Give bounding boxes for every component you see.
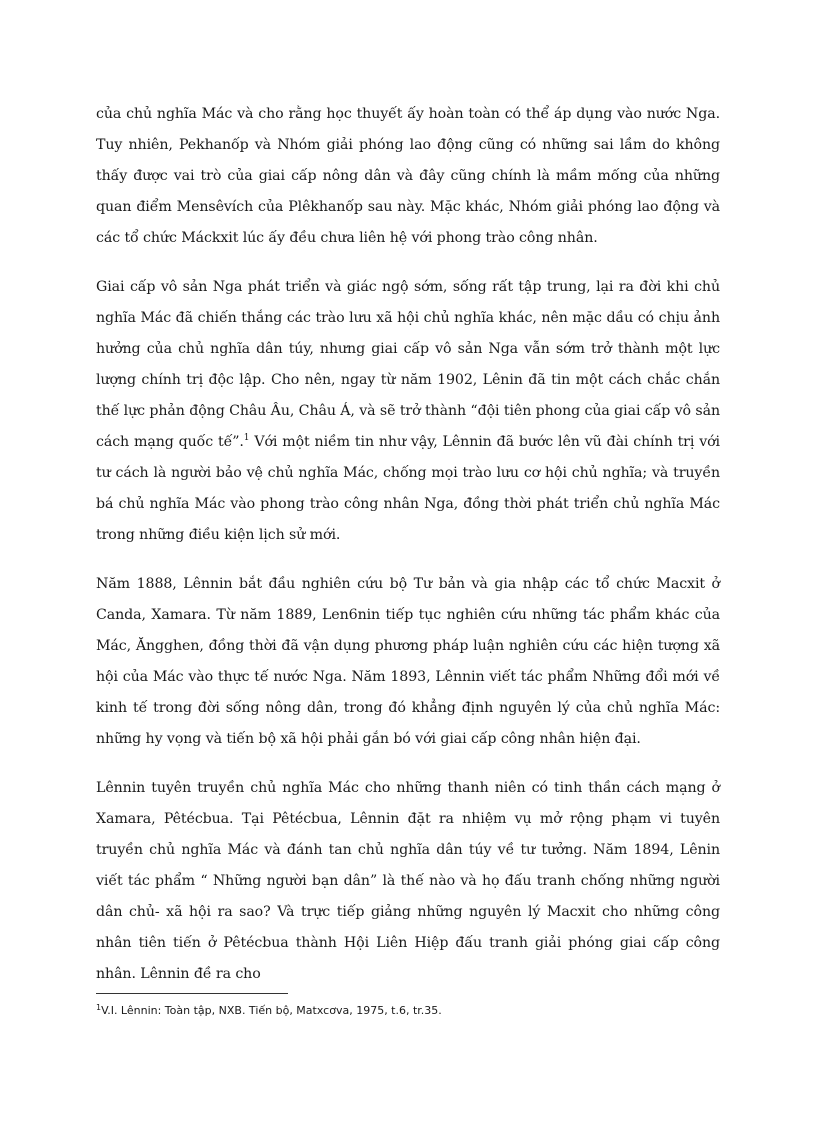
paragraph-1 (96, 99, 720, 254)
paragraph-2-text (96, 272, 720, 551)
footnote-text: V.I. Lênnin: Toàn tập, NXB. Tiến bộ, Matxcơva, 1975, t.6, tr.35. (101, 1004, 442, 1017)
footnote-number: 1 (96, 1003, 102, 1012)
paragraph-2 (96, 272, 720, 551)
paragraph-2-text-before: Giai cấp vô sản Nga phát triển và giác ngộ sớm, sống rất tập trung, lại ra đời khi chủ nghĩa Mác đã chiến thắng các trào lưu xã hội chủ nghĩa khác, nên mặc dầu có chịu ảnh hưởng của chủ nghĩa dân túy, nhưng giai cấp vô sản Nga vẫn sớm trở thành một lực lượng chính trị độc lập. Cho nên, ngay từ năm 1902, Lênin đã tin một cách chắc chắn thế lực phản động Châu Âu, Châu Á, và sẽ trở thành “đội tiên phong của giai cấp vô sản cách mạng quốc tế”. (96, 279, 720, 450)
paragraph-3 (96, 569, 720, 755)
footnote (96, 1003, 720, 1019)
paragraph-1-text: của chủ nghĩa Mác và cho rằng học thuyết ấy hoàn toàn có thể áp dụng vào nước Nga. Tuy nhiên, Pekhanốp và Nhóm giải phóng lao động cũng có những sai lầm do không thấy được vai trò của giai cấp nông dân và đây cũng chính là mầm mống của những quan điểm Mensêvích của Plêkhanốp sau này. Mặc khác, Nhóm giải phóng lao động và các tổ chức Máckxit lúc ấy đều chưa liên hệ với phong trào công nhân. (96, 106, 720, 246)
paragraph-4-text: Lênnin tuyên truyền chủ nghĩa Mác cho những thanh niên có tinh thần cách mạng ở Xamara, Pêtécbua. Tại Pêtécbua, Lênnin đặt ra nhiệm vụ mở rộng phạm vi tuyên truyền chủ nghĩa Mác và đánh tan chủ nghĩa dân túy về tư tưởng. Năm 1894, Lênin viết tác phẩm “ Những người bạn dân” là thế nào và họ đấu tranh chống những người dân chủ- xã hội ra sao? Và trực tiếp giảng những nguyên lý Macxit cho những công nhân tiên tiến ở Pêtécbua thành Hội Liên Hiệp đấu tranh giải phóng giai cấp công nhân. Lênnin đề ra cho (96, 780, 720, 982)
footnote-separator (96, 993, 288, 994)
paragraph-3-text: Năm 1888, Lênnin bắt đầu nghiên cứu bộ Tư bản và gia nhập các tổ chức Macxit ở Canda, Xamara. Từ năm 1889, Len6nin tiếp tục nghiên cứu những tác phẩm khác của Mác, Ăngghen, đồng thời đã vận dụng phương pháp luận nghiên cứu các hiện tượng xã hội của Mác vào thực tế nước Nga. Năm 1893, Lênnin viết tác phẩm Những đổi mới về kinh tế trong đời sống nông dân, trong đó khẳng định nguyên lý của chủ nghĩa Mác: những hy vọng và tiến bộ xã hội phải gắn bó với giai cấp công nhân hiện đại. (96, 576, 720, 747)
paragraph-2-text-after: Với một niềm tin như vậy, Lênnin đã bước lên vũ đài chính trị với tư cách là người bảo vệ chủ nghĩa Mác, chống mọi trào lưu cơ hội chủ nghĩa; và truyền bá chủ nghĩa Mác vào phong trào công nhân Nga, đồng thời phát triển chủ nghĩa Mác trong những điều kiện lịch sử mới. (96, 434, 720, 543)
paragraph-4 (96, 773, 720, 990)
footnote-reference[interactable]: 1 (243, 433, 250, 443)
